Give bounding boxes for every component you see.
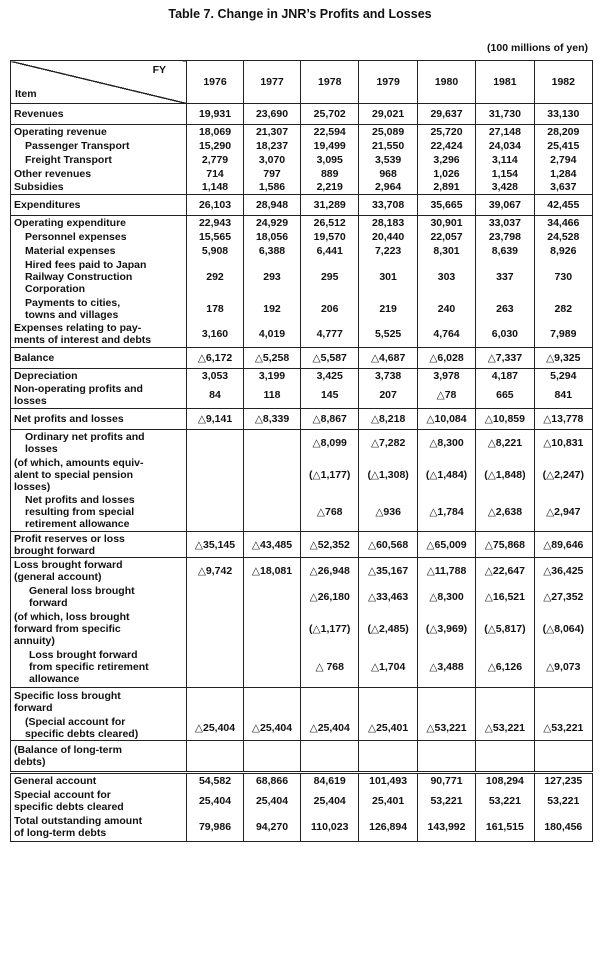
year-header: 1981 [476,61,534,104]
table-row [11,814,593,841]
value-cell: (△3,969) [417,610,475,648]
value-cell: 3,070 [244,153,301,167]
table-row [11,258,593,296]
value-cell: 3,425 [301,369,359,383]
value-cell: △6,028 [417,348,475,369]
value-cell: 25,720 [417,125,475,139]
value-cell: 35,665 [417,195,475,216]
fy-label: FY [152,64,166,76]
value-cell: 1,284 [534,167,592,181]
value-cell: 1,026 [417,167,475,181]
value-cell: 30,901 [417,216,475,230]
value-cell: 206 [301,296,359,322]
row-label: General account [11,772,187,788]
value-cell: △26,948 [301,558,359,584]
value-cell [244,584,301,610]
row-label: Specific loss brought forward [11,688,187,716]
value-cell [359,688,417,716]
table-row [11,181,593,195]
table-row [11,369,593,383]
value-cell: △8,339 [244,409,301,430]
year-header: 1979 [359,61,417,104]
value-cell: △60,568 [359,532,417,558]
year-header: 1976 [187,61,244,104]
row-label: Special account for specific debts cleared [11,788,187,814]
row-label: Payments to cities, towns and villages [11,296,187,322]
value-cell: 3,114 [476,153,534,167]
value-cell [244,648,301,688]
row-label: Total outstanding amount of long-term debts [11,814,187,841]
value-cell: 68,866 [244,772,301,788]
row-label: Other revenues [11,167,187,181]
table-row [11,648,593,688]
value-cell: 25,702 [301,104,359,125]
value-cell: △768 [301,494,359,532]
table-row [11,139,593,153]
table-row [11,409,593,430]
value-cell: 33,130 [534,104,592,125]
value-cell: 15,565 [187,230,244,244]
value-cell: 295 [301,258,359,296]
value-cell: 2,779 [187,153,244,167]
value-cell: 178 [187,296,244,322]
value-cell [301,688,359,716]
row-label: Expenses relating to pay- ments of interest and debts [11,322,187,348]
value-cell: △25,404 [301,716,359,741]
value-cell: 101,493 [359,772,417,788]
value-cell: △9,073 [534,648,592,688]
value-cell: 292 [187,258,244,296]
value-cell: 18,056 [244,230,301,244]
value-cell [187,740,244,772]
row-label: Non-operating profits and losses [11,383,187,409]
value-cell: 53,221 [534,788,592,814]
value-cell [476,740,534,772]
value-cell: 90,771 [417,772,475,788]
value-cell: 207 [359,383,417,409]
value-cell: 25,404 [244,788,301,814]
value-cell: 180,456 [534,814,592,841]
table-row [11,430,593,456]
value-cell: 1,586 [244,181,301,195]
value-cell: 3,053 [187,369,244,383]
value-cell [187,610,244,648]
table-row [11,772,593,788]
value-cell: 841 [534,383,592,409]
value-cell [301,740,359,772]
value-cell: 25,401 [359,788,417,814]
row-label: (of which, loss brought forward from specific annuity) [11,610,187,648]
value-cell: 34,466 [534,216,592,230]
value-cell: 4,764 [417,322,475,348]
value-cell: △10,831 [534,430,592,456]
value-cell: △10,084 [417,409,475,430]
value-cell: 24,034 [476,139,534,153]
value-cell: △ 768 [301,648,359,688]
table-row [11,688,593,716]
value-cell: 3,428 [476,181,534,195]
table-row [11,788,593,814]
units-note: (100 millions of yen) [487,42,588,54]
value-cell: △78 [417,383,475,409]
value-cell: 889 [301,167,359,181]
value-cell: 22,057 [417,230,475,244]
value-cell: 53,221 [476,788,534,814]
value-cell: △2,638 [476,494,534,532]
value-cell: 6,441 [301,244,359,258]
value-cell: △8,300 [417,584,475,610]
value-cell: 33,037 [476,216,534,230]
table-row [11,558,593,584]
value-cell: 8,926 [534,244,592,258]
table-row [11,532,593,558]
row-label: Profit reserves or loss brought forward [11,532,187,558]
value-cell: △6,126 [476,648,534,688]
year-header: 1980 [417,61,475,104]
table-row [11,195,593,216]
table-title: Table 7. Change in JNR’s Profits and Losses [168,7,432,21]
value-cell: △8,221 [476,430,534,456]
value-cell: △89,646 [534,532,592,558]
value-cell: △936 [359,494,417,532]
value-cell [244,740,301,772]
table-row [11,456,593,494]
value-cell: 42,455 [534,195,592,216]
value-cell: (△1,484) [417,456,475,494]
row-label: Depreciation [11,369,187,383]
header-corner [11,61,187,104]
value-cell: 110,023 [301,814,359,841]
value-cell: △4,687 [359,348,417,369]
table-row [11,125,593,139]
value-cell: 337 [476,258,534,296]
value-cell: 19,931 [187,104,244,125]
row-label: Material expenses [11,244,187,258]
value-cell: 7,223 [359,244,417,258]
table-row [11,167,593,181]
value-cell [244,688,301,716]
row-label: Balance [11,348,187,369]
row-label: Net profits and losses resulting from special retirement allowance [11,494,187,532]
value-cell: 143,992 [417,814,475,841]
value-cell: 31,289 [301,195,359,216]
value-cell: 28,183 [359,216,417,230]
value-cell [359,740,417,772]
item-label: Item [15,88,37,100]
value-cell: 293 [244,258,301,296]
value-cell: 18,069 [187,125,244,139]
table-row [11,296,593,322]
value-cell: 2,794 [534,153,592,167]
value-cell: (△1,177) [301,456,359,494]
value-cell: 161,515 [476,814,534,841]
value-cell: 665 [476,383,534,409]
value-cell: 29,021 [359,104,417,125]
value-cell: 53,221 [417,788,475,814]
value-cell: △8,867 [301,409,359,430]
value-cell: 730 [534,258,592,296]
value-cell [244,610,301,648]
value-cell: 22,594 [301,125,359,139]
value-cell: △6,172 [187,348,244,369]
value-cell [534,688,592,716]
row-label: Hired fees paid to Japan Railway Construction Corporation [11,258,187,296]
value-cell: 5,908 [187,244,244,258]
row-label: Operating revenue [11,125,187,139]
value-cell [244,494,301,532]
value-cell: 8,639 [476,244,534,258]
value-cell [187,584,244,610]
value-cell: 54,582 [187,772,244,788]
value-cell: △8,099 [301,430,359,456]
value-cell: △2,947 [534,494,592,532]
value-cell: 3,637 [534,181,592,195]
value-cell: △22,647 [476,558,534,584]
value-cell: 3,095 [301,153,359,167]
value-cell: 21,307 [244,125,301,139]
row-label: Revenues [11,104,187,125]
value-cell [244,430,301,456]
value-cell: 3,978 [417,369,475,383]
value-cell: 84,619 [301,772,359,788]
value-cell: 1,154 [476,167,534,181]
value-cell: 5,294 [534,369,592,383]
value-cell: 968 [359,167,417,181]
value-cell: 3,539 [359,153,417,167]
value-cell: 2,219 [301,181,359,195]
row-label: Subsidies [11,181,187,195]
value-cell: 8,301 [417,244,475,258]
value-cell: 29,637 [417,104,475,125]
profits-losses-table [10,60,593,842]
value-cell: 192 [244,296,301,322]
value-cell: 20,440 [359,230,417,244]
row-label: Passenger Transport [11,139,187,153]
value-cell: △25,401 [359,716,417,741]
value-cell: 24,929 [244,216,301,230]
value-cell: △9,141 [187,409,244,430]
value-cell: 25,089 [359,125,417,139]
value-cell: △35,145 [187,532,244,558]
value-cell: △7,337 [476,348,534,369]
value-cell: △43,485 [244,532,301,558]
value-cell: △9,325 [534,348,592,369]
value-cell: 23,798 [476,230,534,244]
value-cell: △27,352 [534,584,592,610]
value-cell: △1,704 [359,648,417,688]
row-label: Loss brought forward from specific retirement allowance [11,648,187,688]
value-cell: 19,499 [301,139,359,153]
value-cell: △16,521 [476,584,534,610]
value-cell: 126,894 [359,814,417,841]
value-cell: 39,067 [476,195,534,216]
value-cell: △11,788 [417,558,475,584]
value-cell: △9,742 [187,558,244,584]
value-cell: 127,235 [534,772,592,788]
value-cell: 303 [417,258,475,296]
value-cell: 31,730 [476,104,534,125]
value-cell: 2,891 [417,181,475,195]
value-cell: △53,221 [534,716,592,741]
value-cell: 5,525 [359,322,417,348]
value-cell: (△1,848) [476,456,534,494]
value-cell: △3,488 [417,648,475,688]
value-cell: 4,019 [244,322,301,348]
value-cell: 27,148 [476,125,534,139]
value-cell: 282 [534,296,592,322]
table-row [11,584,593,610]
row-label: Operating expenditure [11,216,187,230]
value-cell [187,494,244,532]
value-cell: △53,221 [476,716,534,741]
value-cell: △13,778 [534,409,592,430]
value-cell [187,648,244,688]
value-cell: △7,282 [359,430,417,456]
value-cell [187,688,244,716]
table-row [11,104,593,125]
row-label: Expenditures [11,195,187,216]
value-cell: 714 [187,167,244,181]
value-cell: △75,868 [476,532,534,558]
value-cell: △5,587 [301,348,359,369]
value-cell: 108,294 [476,772,534,788]
value-cell: 23,690 [244,104,301,125]
value-cell: 4,777 [301,322,359,348]
value-cell: 22,943 [187,216,244,230]
table-row [11,383,593,409]
value-cell: △25,404 [187,716,244,741]
header-row [11,61,593,104]
value-cell: 1,148 [187,181,244,195]
value-cell: 3,199 [244,369,301,383]
value-cell [476,688,534,716]
value-cell: △18,081 [244,558,301,584]
value-cell: 3,738 [359,369,417,383]
value-cell: 3,160 [187,322,244,348]
table-row [11,716,593,741]
value-cell: 7,989 [534,322,592,348]
value-cell: △8,300 [417,430,475,456]
row-label: (of which, amounts equiv- alent to special pension losses) [11,456,187,494]
value-cell: 3,296 [417,153,475,167]
table-row [11,244,593,258]
table-row [11,230,593,244]
value-cell: 25,404 [301,788,359,814]
value-cell: 145 [301,383,359,409]
value-cell: △5,258 [244,348,301,369]
table-row [11,153,593,167]
value-cell: 25,415 [534,139,592,153]
value-cell: 24,528 [534,230,592,244]
value-cell: 94,270 [244,814,301,841]
value-cell: △53,221 [417,716,475,741]
value-cell: △10,859 [476,409,534,430]
value-cell: 18,237 [244,139,301,153]
value-cell: (△2,247) [534,456,592,494]
value-cell: 33,708 [359,195,417,216]
value-cell [417,740,475,772]
value-cell: 21,550 [359,139,417,153]
value-cell: 26,103 [187,195,244,216]
value-cell: 22,424 [417,139,475,153]
row-label: General loss brought forward [11,584,187,610]
table-row [11,494,593,532]
value-cell: 263 [476,296,534,322]
value-cell: 118 [244,383,301,409]
value-cell: 4,187 [476,369,534,383]
year-header: 1978 [301,61,359,104]
value-cell: △52,352 [301,532,359,558]
year-header: 1977 [244,61,301,104]
value-cell: 19,570 [301,230,359,244]
table-row [11,322,593,348]
year-header: 1982 [534,61,592,104]
row-label: Loss brought forward (general account) [11,558,187,584]
value-cell: 84 [187,383,244,409]
table-row [11,610,593,648]
row-label: Freight Transport [11,153,187,167]
table-row [11,348,593,369]
value-cell [534,740,592,772]
row-label: Net profits and losses [11,409,187,430]
value-cell: 28,209 [534,125,592,139]
value-cell: 301 [359,258,417,296]
value-cell [417,688,475,716]
row-label: Personnel expenses [11,230,187,244]
value-cell [244,456,301,494]
value-cell: △1,784 [417,494,475,532]
table-row [11,216,593,230]
table-row [11,740,593,772]
value-cell: (△1,177) [301,610,359,648]
row-label: (Balance of long-term debts) [11,740,187,772]
value-cell: 28,948 [244,195,301,216]
value-cell: 240 [417,296,475,322]
value-cell: 26,512 [301,216,359,230]
value-cell: (△5,817) [476,610,534,648]
value-cell: 6,388 [244,244,301,258]
value-cell: 15,290 [187,139,244,153]
value-cell: 79,986 [187,814,244,841]
value-cell: △8,218 [359,409,417,430]
value-cell: 25,404 [187,788,244,814]
value-cell: (△2,485) [359,610,417,648]
value-cell: △33,463 [359,584,417,610]
value-cell: 2,964 [359,181,417,195]
value-cell: △36,425 [534,558,592,584]
value-cell: △65,009 [417,532,475,558]
value-cell: (△1,308) [359,456,417,494]
value-cell: 6,030 [476,322,534,348]
row-label: (Special account for specific debts cleared) [11,716,187,741]
value-cell: △25,404 [244,716,301,741]
value-cell [187,456,244,494]
value-cell [187,430,244,456]
value-cell: △35,167 [359,558,417,584]
value-cell: 219 [359,296,417,322]
value-cell: △26,180 [301,584,359,610]
value-cell: 797 [244,167,301,181]
row-label: Ordinary net profits and losses [11,430,187,456]
value-cell: (△8,064) [534,610,592,648]
